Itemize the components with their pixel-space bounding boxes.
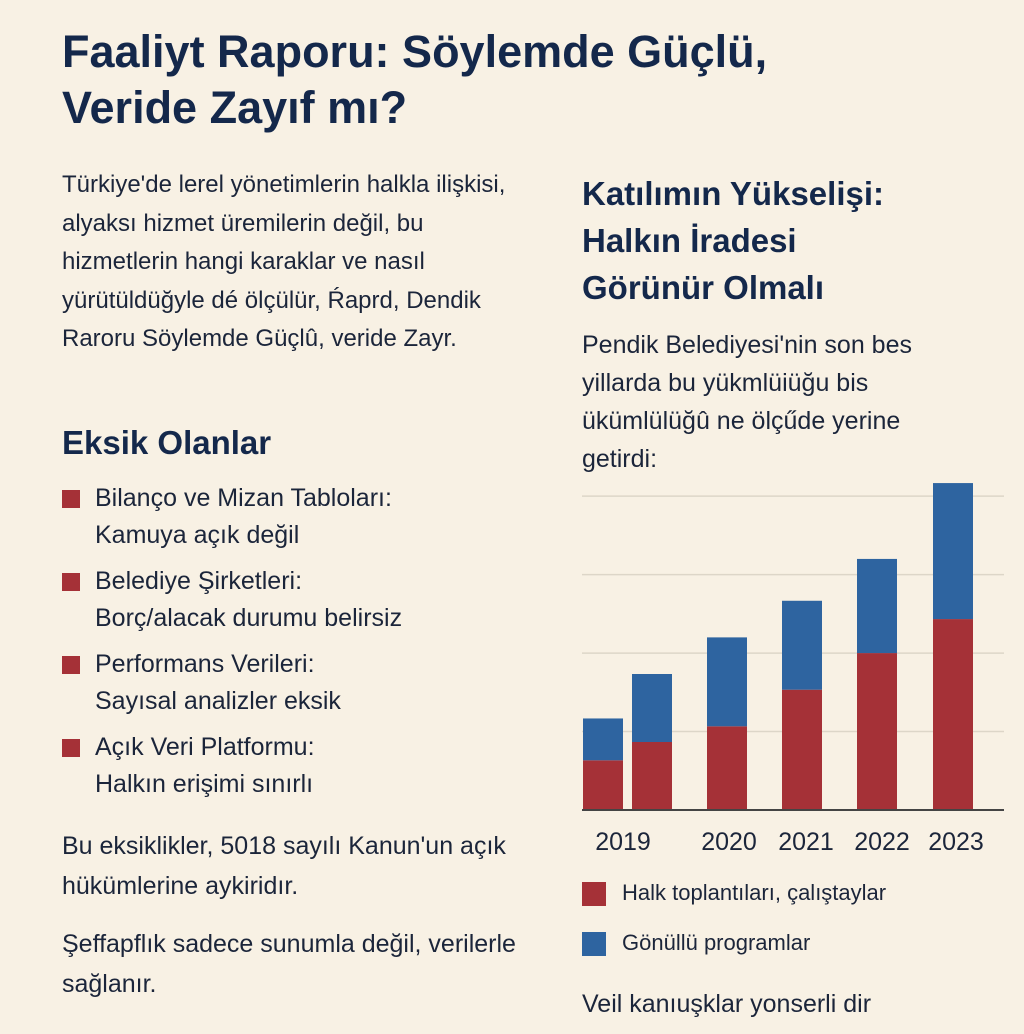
bar-segment-meetings	[857, 653, 897, 810]
missing-item	[62, 646, 542, 729]
law-note: Bu eksiklikler, 5018 sayılı Kanun'un açık hükümlerine aykiridır.	[62, 832, 506, 900]
missing-item-title: Belediye Şirketleri:	[95, 567, 303, 595]
missing-item-title: Bilanço ve Mizan Tabloları:	[95, 484, 392, 512]
missing-item-detail: Kamuya açık değil	[95, 521, 300, 549]
bar-segment-volunteer	[782, 601, 822, 690]
missing-item-detail: Halkın erişimi sınırlı	[95, 770, 314, 798]
title-line-2: Veride Zayıf mı?	[62, 82, 408, 133]
chart-heading-line: Görünür Olmalı	[582, 269, 825, 306]
bullet-square-icon	[62, 573, 80, 591]
bar-segment-volunteer	[632, 674, 672, 742]
page-title	[62, 24, 962, 136]
bullet-square-icon	[62, 656, 80, 674]
stacked-bar-chart	[560, 470, 1024, 870]
legend-swatch-red	[582, 882, 606, 906]
bullet-square-icon	[62, 739, 80, 757]
bar-segment-meetings	[632, 742, 672, 810]
missing-item-title: Açık Veri Platformu:	[95, 733, 315, 761]
legend-item	[582, 870, 1002, 920]
missing-item	[62, 729, 542, 812]
chart-heading-line: Katılımın Yükselişi:	[582, 175, 884, 212]
intro-paragraph: Türkiye'de lerel yönetimlerin halkla ilişkisi, alyaksı hizmet üremilerin değil, bu hizmetlerin hangi karaklar ve nasıl yürütüldüğyle dé ölçülür, Ŕaprd, Dendik Raroru Söylemde Güçlû, veride Zayr.	[62, 171, 506, 352]
x-tick-label: 2023	[928, 828, 984, 856]
bar-segment-meetings	[707, 726, 747, 810]
chart-heading	[582, 170, 1002, 311]
legend-swatch-blue	[582, 932, 606, 956]
missing-item	[62, 563, 542, 646]
missing-item	[62, 480, 542, 563]
bullet-square-icon	[62, 490, 80, 508]
missing-heading: Eksik Olanlar	[62, 424, 272, 461]
transparency-note: Şeffapflık sadece sunumla değil, verilerle sağlanır.	[62, 930, 516, 998]
missing-item-title: Performans Verileri:	[95, 650, 315, 678]
bar-segment-volunteer	[583, 718, 623, 760]
x-tick-label: 2021	[778, 828, 834, 856]
x-tick-label: 2020	[701, 828, 757, 856]
bar-segment-meetings	[583, 760, 623, 810]
bar-segment-volunteer	[857, 559, 897, 653]
bar-segment-volunteer	[933, 483, 973, 619]
chart-question: Pendik Belediyesi'nin son bes yillarda bu yükmlüiüğu bis ükümlülüğû ne ölçűde yerine getirdi:	[582, 331, 912, 473]
chart-footer: Veil kanıuşklar yonserli dir	[582, 990, 872, 1018]
bar-segment-meetings	[933, 619, 973, 810]
x-tick-label: 2022	[854, 828, 910, 856]
title-line-1: Faaliyt Raporu: Söylemde Güçlü,	[62, 26, 768, 77]
missing-list	[62, 480, 542, 812]
missing-item-detail: Sayısal analizler eksik	[95, 687, 341, 715]
missing-item-detail: Borç/alacak durumu belirsiz	[95, 604, 403, 632]
chart-heading-line: Halkın İradesi	[582, 222, 797, 259]
bar-segment-volunteer	[707, 637, 747, 726]
chart-legend	[582, 870, 1002, 970]
legend-label: Gönüllü programlar	[622, 930, 811, 955]
legend-item	[582, 920, 1002, 970]
legend-label: Halk toplantıları, çalıştaylar	[622, 880, 887, 905]
bar-segment-meetings	[782, 690, 822, 810]
x-tick-label: 2019	[595, 828, 651, 856]
